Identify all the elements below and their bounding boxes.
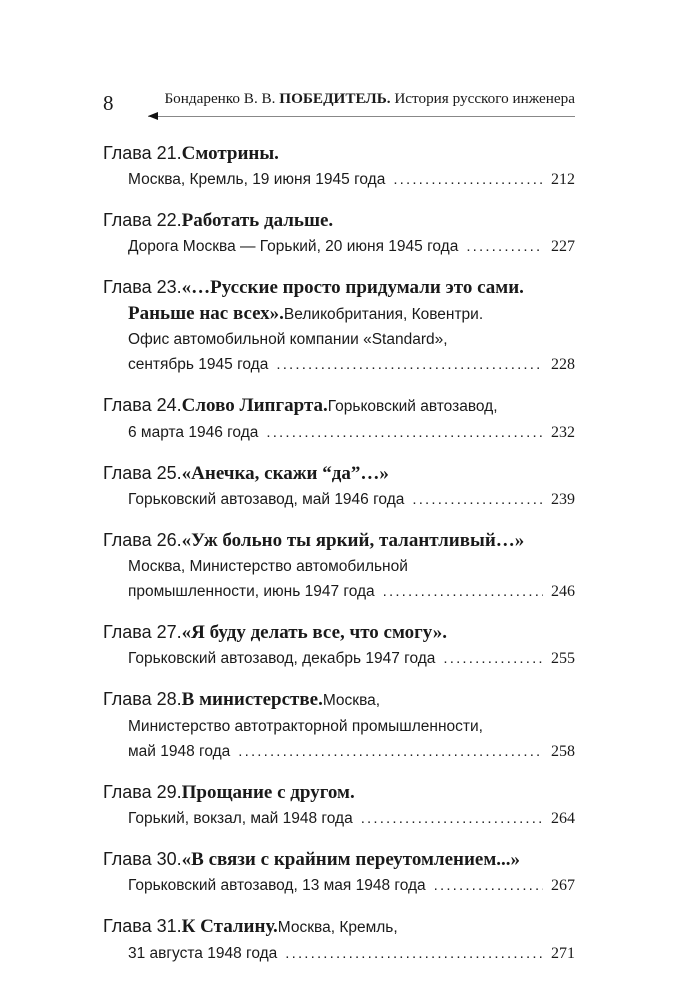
toc-entry[interactable] <box>103 274 575 377</box>
chapter-place: май 1948 года <box>128 743 231 760</box>
chapter-place: Москва, Кремль, 19 июня 1945 года <box>128 171 386 188</box>
chapter-place: 6 марта 1946 года <box>128 424 259 441</box>
chapter-place: Дорога Москва — Горький, 20 июня 1945 года <box>128 238 459 255</box>
chapter-place: Офис автомобильной компании «Standard», <box>128 331 448 348</box>
chapter-place: 31 августа 1948 года <box>128 945 278 962</box>
dot-leader <box>443 646 543 671</box>
toc-entry[interactable] <box>103 207 575 259</box>
chapter-label: Глава 29. <box>103 782 182 802</box>
toc-entry[interactable] <box>103 392 575 445</box>
chapter-title: «Анечка, скажи “да”…» <box>181 463 389 484</box>
dot-leader <box>393 167 543 192</box>
dot-leader <box>361 806 543 831</box>
chapter-label: Глава 22. <box>103 210 182 230</box>
chapter-place: Министерство автотракторной промышленности, <box>128 718 483 735</box>
toc-entry[interactable] <box>103 779 575 831</box>
chapter-place: Москва, Кремль, <box>277 919 398 936</box>
page-number: 8 <box>103 91 114 115</box>
chapter-title: Смотрины. <box>181 143 279 164</box>
dot-leader <box>383 579 543 604</box>
chapter-label: Глава 28. <box>103 689 182 709</box>
author-name: Бондаренко В. В. <box>164 90 280 107</box>
chapter-page: 239 <box>551 491 575 508</box>
toc-entry[interactable] <box>103 619 575 671</box>
chapter-place: Москва, Министерство автомобильной <box>128 558 408 575</box>
chapter-label: Глава 27. <box>103 622 182 642</box>
chapter-title: К Сталину. <box>181 916 278 937</box>
dot-leader <box>412 487 543 512</box>
chapter-place: сентябрь 1945 года <box>128 356 269 373</box>
chapter-place: Горьковский автозавод, декабрь 1947 года <box>128 650 436 667</box>
chapter-place: Москва, <box>322 692 381 709</box>
chapter-place: Горьковский автозавод, май 1946 года <box>128 491 405 508</box>
chapter-page: 267 <box>551 877 575 894</box>
chapter-place: Великобритания, Ковентри. <box>283 306 484 323</box>
chapter-label: Глава 25. <box>103 463 182 483</box>
chapter-place: промышленности, июнь 1947 года <box>128 583 375 600</box>
chapter-place: Горьковский автозавод, 13 мая 1948 года <box>128 877 426 894</box>
chapter-title: Прощание с другом. <box>181 782 355 803</box>
chapter-place: Горький, вокзал, май 1948 года <box>128 810 353 827</box>
chapter-title: «Я буду делать все, что смогу». <box>181 622 448 643</box>
toc-entry[interactable] <box>103 846 575 898</box>
book-title: ПОБЕДИТЕЛЬ. <box>279 90 391 107</box>
toc-entry[interactable] <box>103 686 575 764</box>
dot-leader <box>466 234 543 259</box>
chapter-label: Глава 21. <box>103 143 182 163</box>
chapter-page: 246 <box>551 583 575 600</box>
toc-entry[interactable] <box>103 460 575 512</box>
chapter-page: 271 <box>551 945 575 962</box>
chapter-page: 255 <box>551 650 575 667</box>
chapter-page: 227 <box>551 238 575 255</box>
chapter-title-cont: Раньше нас всех». <box>128 303 284 324</box>
chapter-title: «Уж больно ты яркий, талантливый…» <box>181 530 525 551</box>
chapter-title: «В связи с крайним переутомлением...» <box>181 849 521 870</box>
toc-entry[interactable] <box>103 140 575 192</box>
running-head <box>103 88 575 122</box>
chapter-label: Глава 31. <box>103 916 182 936</box>
chapter-page: 264 <box>551 810 575 827</box>
toc-entry[interactable] <box>103 913 575 966</box>
chapter-label: Глава 24. <box>103 395 182 415</box>
chapter-page: 212 <box>551 171 575 188</box>
running-title <box>164 90 575 108</box>
chapter-label: Глава 30. <box>103 849 182 869</box>
book-subtitle: История русского инженера <box>390 90 575 107</box>
dot-leader <box>434 873 543 898</box>
chapter-label: Глава 26. <box>103 530 182 550</box>
dot-leader <box>238 739 543 764</box>
chapter-page: 258 <box>551 743 575 760</box>
chapter-page: 228 <box>551 356 575 373</box>
chapter-title: Слово Липгарта. <box>181 395 328 416</box>
chapter-title: «…Русские просто придумали это сами. <box>181 277 524 298</box>
arrow-left-icon <box>148 112 158 120</box>
dot-leader <box>276 352 543 377</box>
chapter-title: В министерстве. <box>181 689 323 710</box>
dot-leader <box>285 941 543 966</box>
chapter-title: Работать дальше. <box>181 210 334 231</box>
dot-leader <box>266 420 543 445</box>
header-rule <box>148 116 575 117</box>
chapter-place: Горьковский автозавод, <box>327 398 498 415</box>
toc-entry[interactable] <box>103 527 575 604</box>
chapter-label: Глава 23. <box>103 277 182 297</box>
table-of-contents <box>103 140 575 981</box>
chapter-page: 232 <box>551 424 575 441</box>
